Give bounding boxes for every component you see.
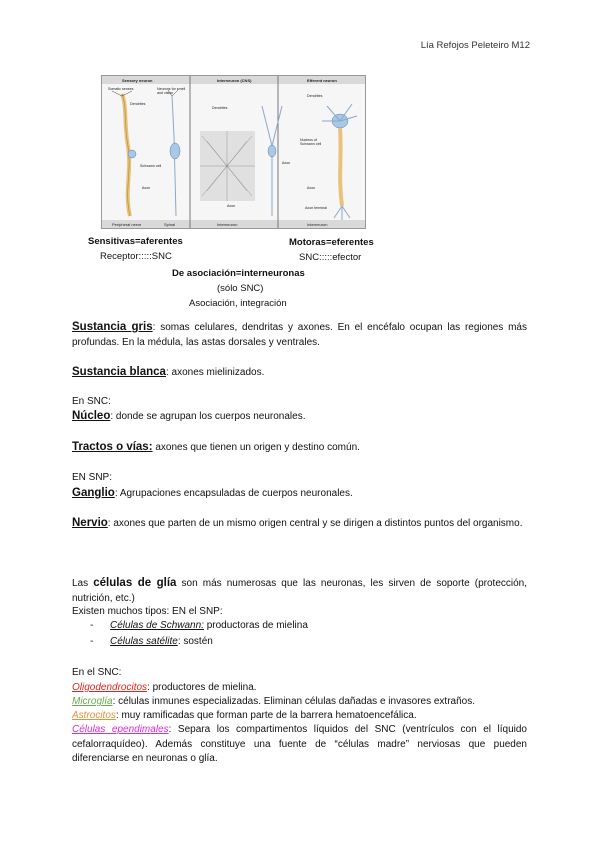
caption-snc-efector: SNC:::::efector bbox=[299, 252, 362, 263]
text-sustancia-blanca: : axones mielinizados. bbox=[165, 367, 265, 378]
neuron-types-figure bbox=[101, 75, 366, 229]
term-tractos: Tractos o vías: bbox=[72, 441, 153, 453]
caption-receptor: Receptor:::::SNC bbox=[100, 251, 172, 262]
panel-title-sensory: Sensory neuron bbox=[122, 78, 153, 83]
panel-foot-peripheral: Peripheral nerve bbox=[112, 222, 142, 227]
text-celulas-ependimales: : Separa los compartimentos líquidos del SNC (ventrículos con el líquido cefalorraquídeo). Además constituye una fuente de “células madre” nerviosas que pueden diferenciarse en neuronas o glía. bbox=[72, 724, 527, 764]
list-item-satelite bbox=[90, 636, 213, 647]
paragraph-sustancia-blanca bbox=[72, 365, 527, 381]
text-tractos: axones que tienen un origen y destino común. bbox=[152, 442, 360, 453]
term-sustancia-gris: Sustancia gris bbox=[72, 321, 153, 333]
label-axon-1: Axon bbox=[142, 186, 151, 190]
label-axon-terminal: Axon terminal bbox=[305, 206, 327, 210]
label-nucleus-schwann: Nucleus of Schwann cell bbox=[300, 138, 322, 146]
label-axon-4: Axon bbox=[307, 186, 316, 190]
panel-foot-spinal: Spinal bbox=[164, 222, 176, 227]
paragraph-astrocitos bbox=[72, 709, 527, 724]
paragraph-oligodendrocitos bbox=[72, 681, 527, 696]
term-ganglio: Ganglio bbox=[72, 487, 115, 499]
text-nervio: : axones que parten de un mismo origen central y se dirigen a distintos puntos del organismo. bbox=[107, 518, 523, 529]
panel-title-efferent: Efferent neuron bbox=[307, 78, 337, 83]
caption-asociacion: De asociación=interneuronas bbox=[172, 268, 305, 279]
term-sustancia-blanca: Sustancia blanca bbox=[72, 366, 166, 378]
label-schwann-cell: Schwann cell bbox=[140, 164, 162, 168]
bullet-dash: - bbox=[90, 620, 94, 631]
bullet-dash: - bbox=[90, 636, 94, 647]
label-axon-3: Axon bbox=[227, 204, 236, 208]
text-oligodendrocitos: : productores de mielina. bbox=[147, 682, 257, 693]
paragraph-glia bbox=[72, 576, 527, 606]
text-microglia: : células inmunes especializadas. Eliminan células dañadas e invasores extraños. bbox=[112, 696, 475, 707]
paragraph-tractos bbox=[72, 440, 527, 456]
term-celulas-satelite: Células satélite bbox=[110, 636, 178, 647]
label-en-snc: En SNC: bbox=[72, 396, 111, 407]
term-microglia: Microglía bbox=[72, 696, 113, 707]
panel-title-interneuron: Interneuron (CNS) bbox=[217, 78, 252, 83]
term-nervio: Nervio bbox=[72, 517, 108, 529]
panel-foot-interneuron-2: Interneuron bbox=[307, 222, 328, 227]
term-astrocitos: Astrocitos bbox=[72, 710, 116, 721]
text-glia-pre: Las bbox=[72, 578, 94, 589]
text-existen: Existen muchos tipos: EN el SNP: bbox=[72, 606, 223, 617]
label-en-el-snc: En el SNC: bbox=[72, 667, 122, 678]
label-axon-2: Axon bbox=[282, 161, 291, 165]
label-somatic-senses: Somatic senses bbox=[108, 87, 134, 91]
page-header-author: Lía Refojos Peleteiro M12 bbox=[420, 40, 530, 51]
text-astrocitos: : muy ramificadas que forman parte de la barrera hematoencefálica. bbox=[115, 710, 417, 721]
label-dendrites-2: Dendrites bbox=[212, 106, 228, 110]
caption-integracion: Asociación, integración bbox=[189, 298, 287, 309]
label-neurons-for: Neurons for smell and vision bbox=[157, 87, 186, 95]
text-nucleo: : donde se agrupan los cuerpos neuronales. bbox=[110, 411, 306, 422]
list-item-schwann bbox=[90, 620, 308, 631]
paragraph-nucleo bbox=[72, 409, 527, 425]
paragraph-nervio bbox=[72, 516, 527, 532]
text-glia-post: son más numerosas que las neuronas, les sirven de soporte (protección, nutrición, etc.) bbox=[72, 578, 528, 604]
panel-foot-interneuron: Interneuron bbox=[217, 222, 238, 227]
paragraph-microglia bbox=[72, 695, 527, 710]
term-celulas-glia: células de glía bbox=[93, 577, 177, 589]
paragraph-sustancia-gris bbox=[72, 320, 527, 350]
term-nucleo: Núcleo bbox=[72, 410, 111, 422]
caption-solo-snc: (sólo SNC) bbox=[217, 283, 264, 294]
text-ganglio: : Agrupaciones encapsuladas de cuerpos neuronales. bbox=[114, 488, 353, 499]
term-celulas-schwann: Células de Schwann: bbox=[110, 620, 204, 631]
label-dendrites-1: Dendrites bbox=[130, 102, 146, 106]
label-en-snp: EN SNP: bbox=[72, 472, 113, 483]
term-oligodendrocitos: Oligodendrocitos bbox=[72, 682, 148, 693]
paragraph-ependimales bbox=[72, 723, 527, 767]
text-celulas-satelite: : sostén bbox=[177, 636, 213, 647]
term-celulas-ependimales: Células ependimales bbox=[72, 724, 169, 735]
paragraph-ganglio bbox=[72, 486, 527, 502]
label-dendrites-3: Dendrites bbox=[307, 94, 323, 98]
caption-sensitivas: Sensitivas=aferentes bbox=[88, 236, 183, 247]
text-celulas-schwann: productoras de mielina bbox=[203, 620, 308, 631]
text-sustancia-gris: : somas celulares, dendritas y axones. En el encéfalo ocupan las regiones más profundas. En la médula, las astas dorsales y ventrales. bbox=[72, 322, 527, 348]
caption-motoras: Motoras=eferentes bbox=[289, 237, 374, 248]
